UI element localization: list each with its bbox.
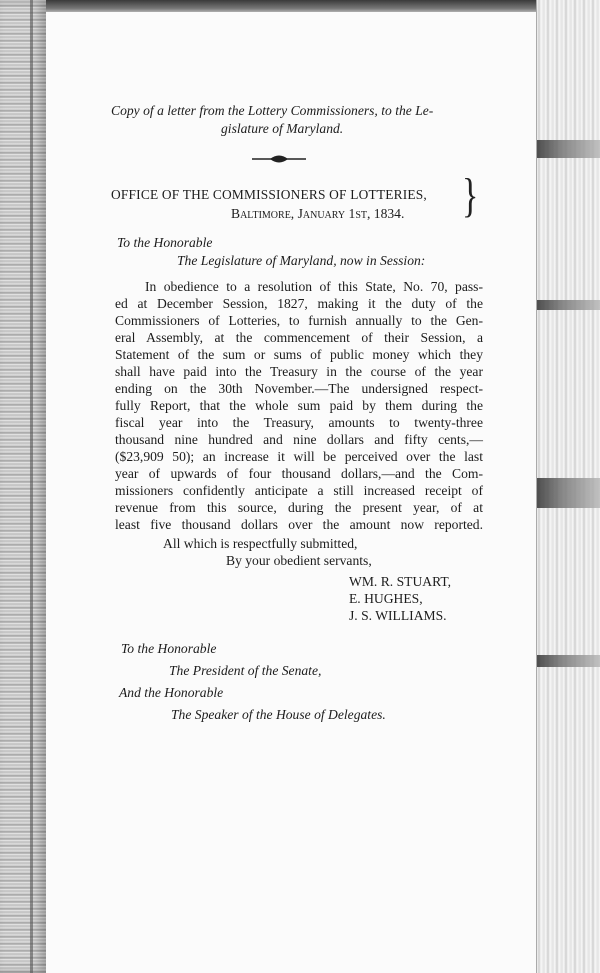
body-line: thousand nine hundred and nine dollars and fifty cents,— [115, 432, 483, 447]
address-line-1: To the Honorable [121, 641, 217, 656]
brace-mark: } [462, 170, 479, 223]
salutation-line-1: To the Honorable [117, 235, 213, 250]
body-line: Commissioners of Lotteries, to furnish annually to the Gen- [115, 313, 483, 328]
body-line: missioners confidently anticipate a still increased receipt of [115, 483, 483, 498]
ornament-divider [252, 153, 306, 165]
body-line: revenue from this source, during the present year, of at [115, 500, 483, 515]
body-line: least five thousand dollars over the amount now reported. [115, 517, 483, 532]
body-line: fully Report, that the whole sum paid by them during the [115, 398, 483, 413]
office-heading: OFFICE OF THE COMMISSIONERS OF LOTTERIES, [111, 187, 427, 202]
signatory-2: E. HUGHES, [349, 591, 423, 606]
signatory-1: WM. R. STUART, [349, 574, 452, 589]
body-line: shall have paid into the Treasury in the course of the year [115, 364, 483, 379]
book-binding [0, 0, 46, 973]
closing-line-1-visible: All which is respectfully submitted, [163, 536, 358, 551]
body-line: eral Assembly, at the commencement of their Session, a [115, 330, 483, 345]
letter-title-line-1: Copy of a letter from the Lottery Commissioners, to the Le- [111, 103, 434, 118]
closing-line-2: By your obedient servants, [226, 553, 372, 568]
address-line-2: The President of the Senate, [169, 663, 322, 678]
body-line: Statement of the sum or sums of public money which they [115, 347, 483, 362]
address-line-4: The Speaker of the House of Delegates. [171, 707, 386, 722]
body-line: ($23,909 50); an increase it will be perceived over the last [115, 449, 483, 464]
body-line: In obedience to a resolution of this State, No. 70, pass- [145, 279, 483, 294]
body-line: ed at December Session, 1827, making it the duty of the [115, 296, 483, 311]
letter-title-line-2: gislature of Maryland. [221, 121, 344, 136]
body-line: fiscal year into the Treasury, amounts to twenty-three [115, 415, 483, 430]
body-line: year of upwards of four thousand dollars,—and the Com- [115, 466, 483, 481]
body-line: ending on the 30th November.—The undersigned respect- [115, 381, 483, 396]
signatory-3: J. S. WILLIAMS. [349, 608, 447, 623]
page-edges [536, 0, 600, 973]
salutation-line-2: The Legislature of Maryland, now in Session: [177, 253, 426, 268]
place-date: Baltimore, January 1st, 1834. [231, 206, 405, 221]
address-line-3: And the Honorable [119, 685, 224, 700]
